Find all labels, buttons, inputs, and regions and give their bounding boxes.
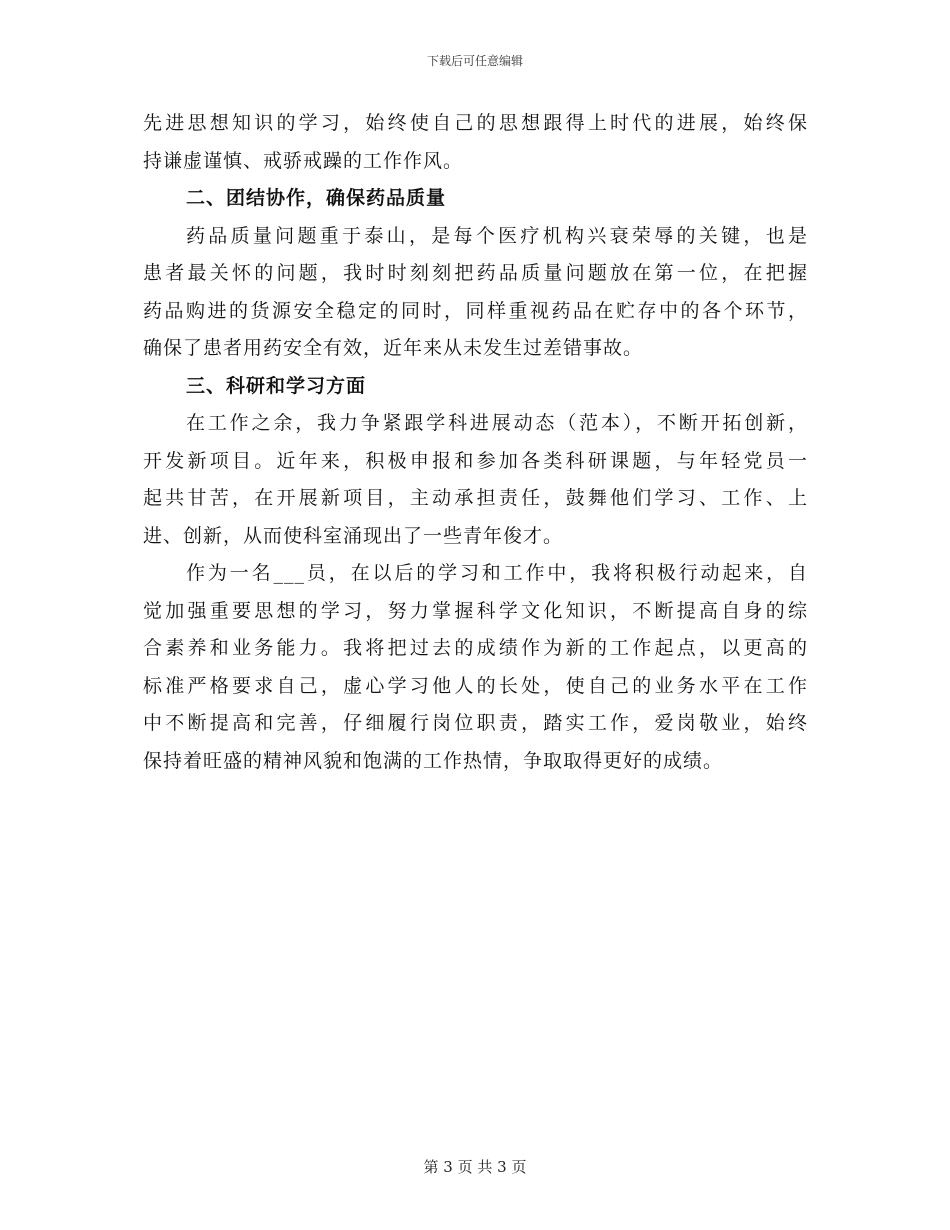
paragraph-line: 标准严格要求自己，虚心学习他人的长处，使自己的业务水平在工作 (143, 674, 808, 697)
paragraph-line: 作为一名___员，在以后的学习和工作中，我将积极行动起来，自 (186, 562, 808, 584)
paragraph-line: 在工作之余，我力争紧跟学科进展动态（范本），不断开拓创新， (186, 412, 808, 434)
paragraph-line: 保持着旺盛的精神风貌和饱满的工作热情，争取取得更好的成绩。 (143, 749, 724, 772)
paragraph-line: 先进思想知识的学习，始终使自己的思想跟得上时代的进展，始终保 (143, 112, 808, 134)
paragraph-line: 合素养和业务能力。我将把过去的成绩作为新的工作起点，以更高的 (143, 637, 808, 659)
paragraph-line: 起共甘苦，在开展新项目，主动承担责任，鼓舞他们学习、工作、上 (143, 487, 808, 509)
paragraph-line: 患者最关怀的问题，我时时刻刻把药品质量问题放在第一位，在把握 (143, 262, 808, 284)
page-header: 下载后可任意编辑 (426, 54, 523, 68)
paragraph-line: 药品质量问题重于泰山，是每个医疗机构兴衰荣辱的关键，也是 (186, 224, 808, 247)
section-heading: 三、科研和学习方面 (186, 374, 367, 397)
page-number: 第 3 页 共 3 页 (423, 1158, 527, 1176)
document-body (143, 105, 808, 780)
paragraph-line: 进、创新，从而使科室涌现出了一些青年俊才。 (143, 524, 564, 547)
paragraph-line: 觉加强重要思想的学习，努力掌握科学文化知识，不断提高自身的综 (143, 599, 808, 622)
paragraph-line: 确保了患者用药安全有效，近年来从未发生过差错事故。 (143, 337, 644, 359)
paragraph-line: 持谦虚谨慎、戒骄戒躁的工作作风。 (143, 149, 464, 172)
paragraph-line: 药品购进的货源安全稳定的同时，同样重视药品在贮存中的各个环节， (143, 299, 808, 322)
paragraph-line: 中不断提高和完善，仔细履行岗位职责，踏实工作，爱岗敬业，始终 (143, 712, 808, 734)
section-heading: 二、团结协作，确保药品质量 (186, 187, 447, 209)
paragraph-line: 开发新项目。近年来，积极申报和参加各类科研课题，与年轻党员一 (143, 449, 808, 472)
